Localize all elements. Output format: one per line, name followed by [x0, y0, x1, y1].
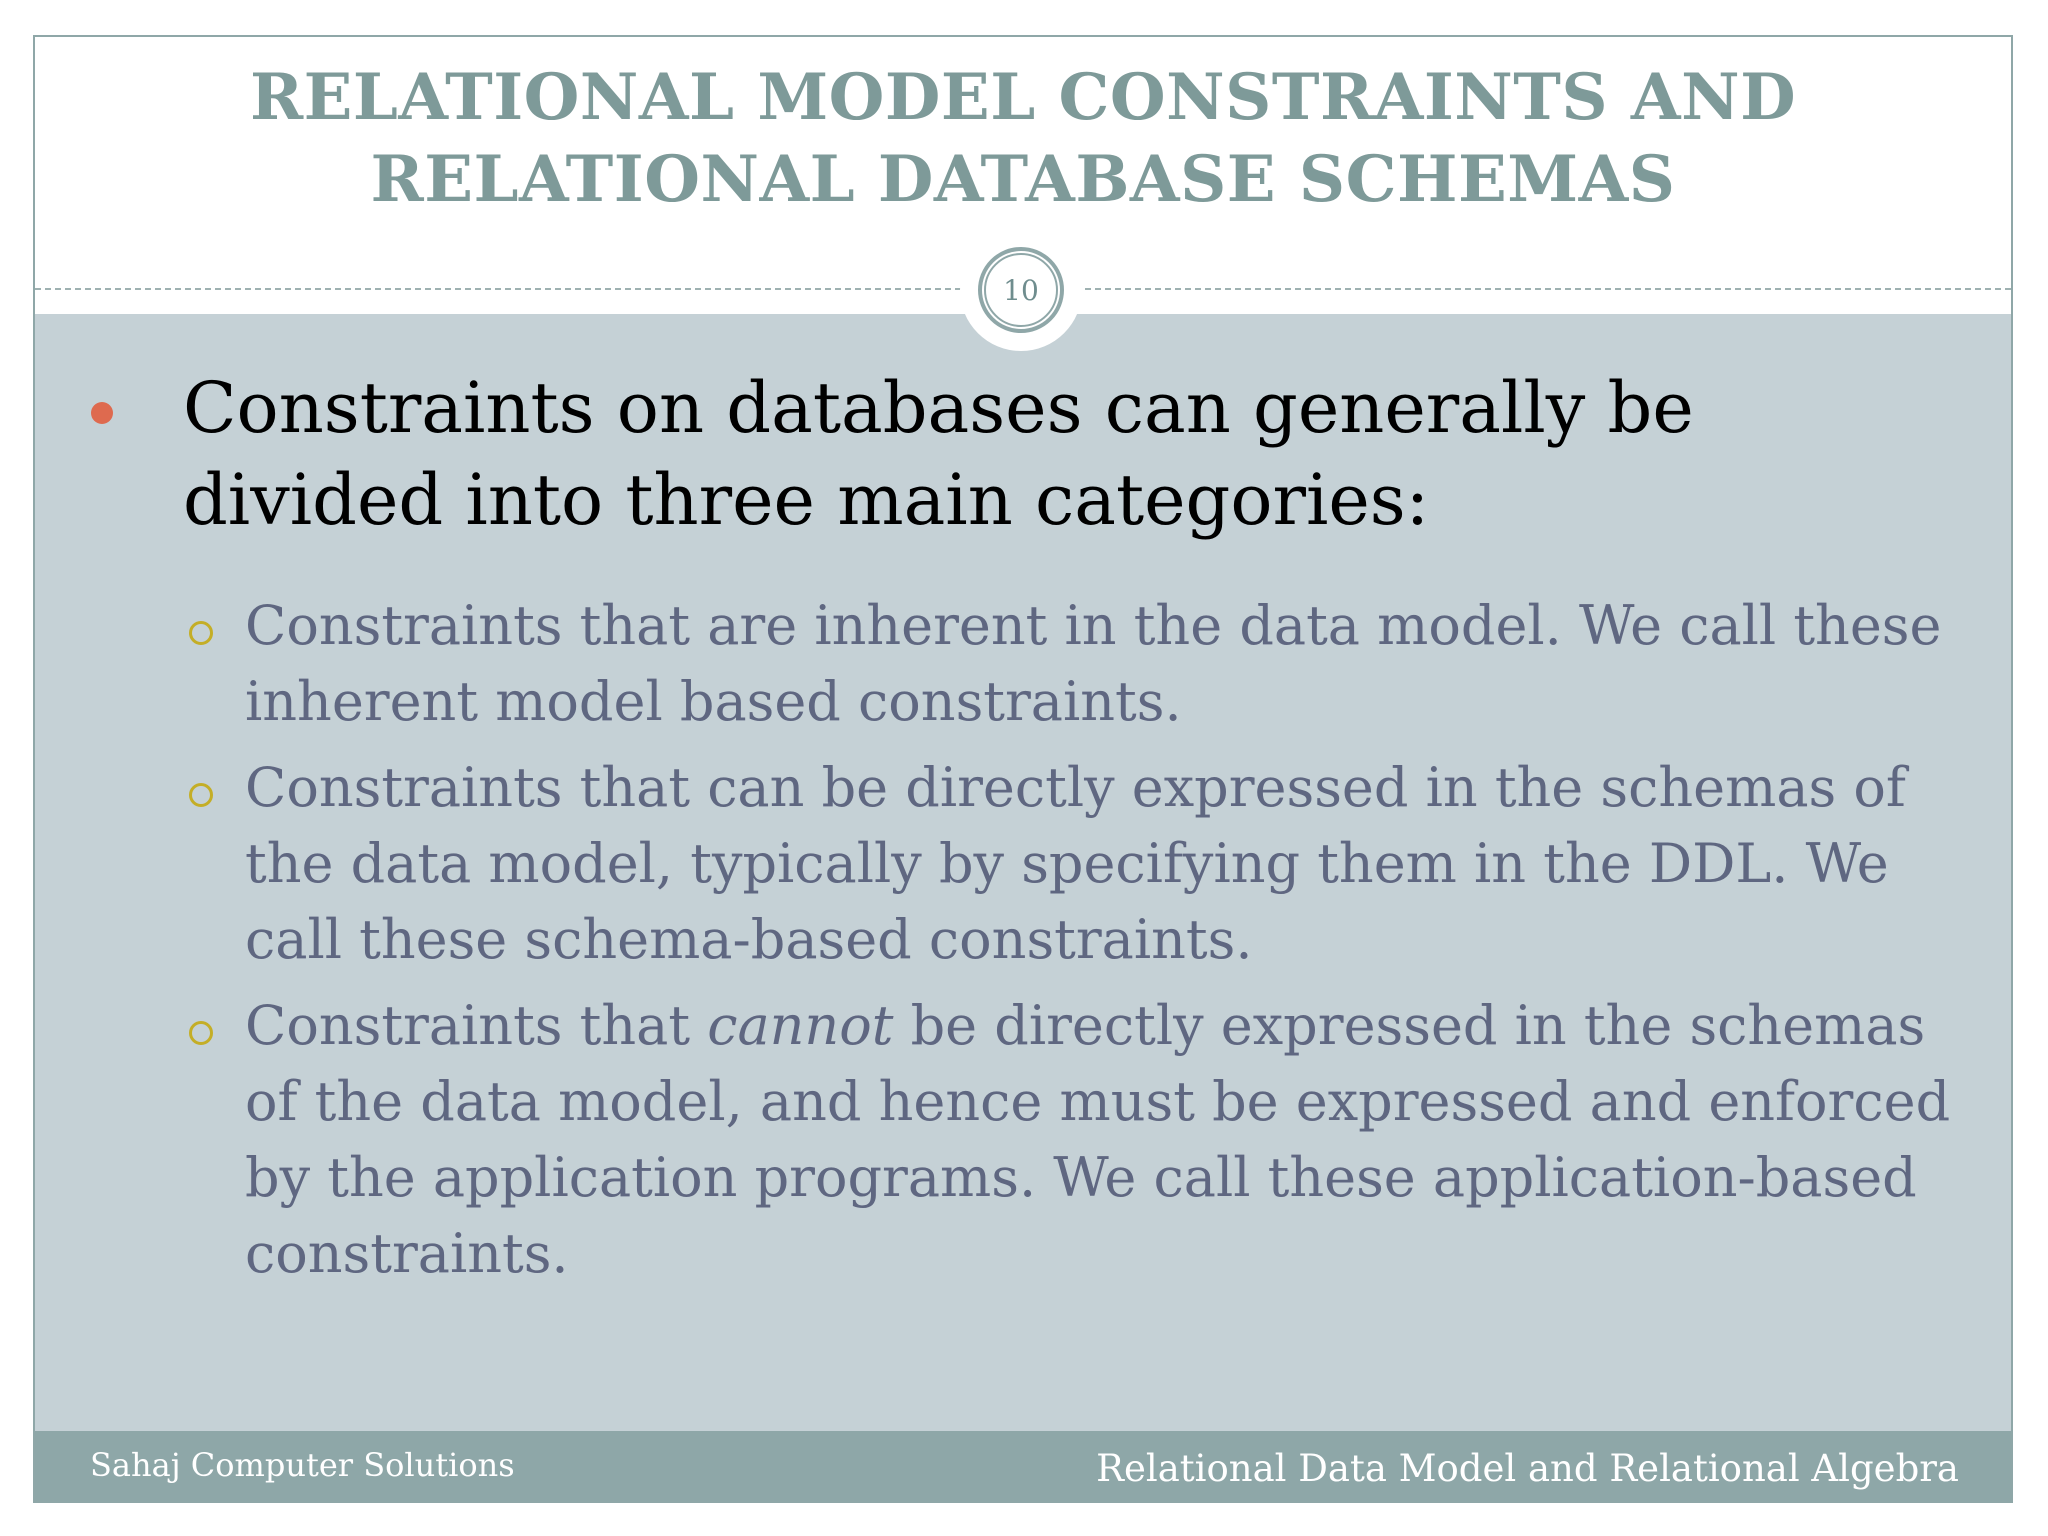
sub-bullet-1-text: Constraints that are inherent in the data model. We call these inherent model based constraints.: [245, 594, 1942, 733]
sub-bullet-list: [153, 588, 1953, 1302]
slide-frame: [33, 35, 2013, 1503]
footer-left-text: Sahaj Computer Solutions: [90, 1446, 515, 1484]
page-number: 10: [984, 253, 1058, 327]
slide-title: [35, 57, 2011, 221]
bullet-dot-icon: [91, 402, 113, 424]
footer-right-text: Relational Data Model and Relational Algebra: [1096, 1447, 1959, 1490]
sub-bullet-3: [153, 988, 1953, 1292]
sub-bullet-3-text-start: Constraints that: [245, 994, 708, 1057]
sub-bullet-3-emphasis: cannot: [707, 994, 894, 1057]
sub-bullet-1: [153, 588, 1953, 740]
bullet-ring-icon: [189, 621, 213, 645]
sub-bullet-3-text-end: be directly expressed in the schemas of the data model, and hence must be expressed and enforced by the application programs. We call these application-based constraints.: [245, 994, 1951, 1285]
title-line-2: RELATIONAL DATABASE SCHEMAS: [370, 142, 1676, 217]
slide-footer: [35, 1431, 2011, 1501]
sub-bullet-2-text: Constraints that can be directly expressed in the schemas of the data model, typically by specifying them in the DDL. We call these schema-based constraints.: [245, 756, 1906, 971]
bullet-ring-icon: [189, 1021, 213, 1045]
title-line-1: RELATIONAL MODEL CONSTRAINTS AND: [249, 60, 1797, 135]
bullet-ring-icon: [189, 783, 213, 807]
sub-bullet-2: [153, 750, 1953, 978]
main-bullet-text: Constraints on databases can generally be divided into three main categories:: [183, 367, 1694, 541]
